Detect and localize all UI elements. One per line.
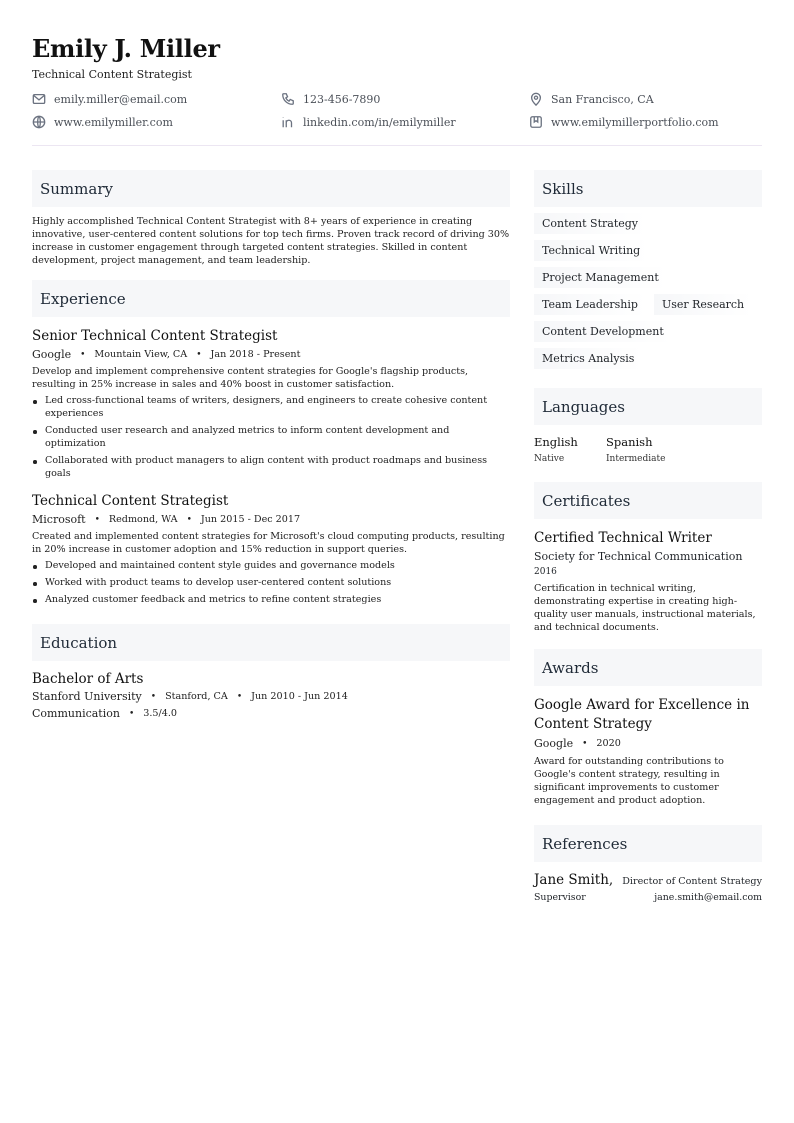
job-location: Mountain View, CA <box>94 349 188 360</box>
mail-icon <box>32 92 46 106</box>
language-level: Intermediate <box>606 454 666 464</box>
skill-tag: Content Strategy <box>534 213 646 234</box>
job-meta <box>32 348 510 361</box>
contact-location <box>529 92 654 106</box>
location-pin-icon <box>529 92 543 106</box>
skill-tag: Content Development <box>534 321 672 342</box>
references-heading: References <box>534 825 762 862</box>
education-field: Communication <box>32 707 120 720</box>
job-title: Senior Technical Content Strategist <box>32 328 278 344</box>
job-company: Microsoft <box>32 513 86 526</box>
linkedin-icon <box>281 115 295 129</box>
contact-website-text: www.emilymiller.com <box>54 115 173 129</box>
education-degree: Bachelor of Arts <box>32 671 144 687</box>
skill-tag: Project Management <box>534 267 667 288</box>
job-entry <box>32 492 510 606</box>
education-school: Stanford University <box>32 690 142 703</box>
education-heading: Education <box>32 624 510 661</box>
contact-linkedin[interactable] <box>281 115 456 129</box>
contact-linkedin-text: linkedin.com/in/emilymiller <box>303 115 456 129</box>
job-bullet: Led cross-functional teams of writers, designers, and engineers to create cohesive content experiences <box>32 394 510 420</box>
certificate-org: Society for Technical Communication <box>534 550 743 563</box>
candidate-title: Technical Content Strategist <box>32 68 192 81</box>
reference-relation: Supervisor <box>534 892 586 903</box>
reference-name: Jane Smith, <box>534 872 614 888</box>
experience-heading: Experience <box>32 280 510 317</box>
languages-heading: Languages <box>534 388 762 425</box>
separator-dot: • <box>582 738 588 749</box>
contact-portfolio-text: www.emilymillerportfolio.com <box>551 115 719 129</box>
language-name: Spanish <box>606 435 653 449</box>
separator-dot: • <box>150 691 157 702</box>
job-bullet: Conducted user research and analyzed metrics to inform content development and optimization <box>32 424 510 450</box>
contact-portfolio[interactable] <box>529 115 719 129</box>
skills-heading: Skills <box>534 170 762 207</box>
award-year: 2020 <box>596 738 621 749</box>
contact-phone-text: 123-456-7890 <box>303 92 381 106</box>
reference-email[interactable]: jane.smith@email.com <box>654 892 762 903</box>
job-dates: Jun 2015 - Dec 2017 <box>200 514 301 525</box>
job-bullet: Worked with product teams to develop user-centered content solutions <box>32 576 510 589</box>
languages-list <box>534 435 762 464</box>
separator-dot: • <box>80 349 86 360</box>
education-dates: Jun 2010 - Jun 2014 <box>251 691 348 702</box>
job-location: Redmond, WA <box>108 514 178 525</box>
skills-list <box>534 213 762 375</box>
globe-icon <box>32 115 46 129</box>
phone-icon <box>281 92 295 106</box>
contact-phone[interactable] <box>281 92 380 106</box>
job-bullets <box>32 559 510 606</box>
education-meta <box>32 690 510 703</box>
job-title: Technical Content Strategist <box>32 493 229 509</box>
job-bullet: Collaborated with product managers to align content with product roadmaps and business goals <box>32 454 510 480</box>
award-description: Award for outstanding contributions to Google's content strategy, resulting in significant improvements to customer engagement and product adoption. <box>534 756 724 806</box>
award-meta <box>534 737 762 750</box>
contact-location-text: San Francisco, CA <box>551 92 654 106</box>
education-location: Stanford, CA <box>165 691 228 702</box>
reference-row <box>534 872 762 888</box>
job-description: Develop and implement comprehensive content strategies for Google's flagship products, resulting in 25% increase in sales and 40% boost in customer satisfaction. <box>32 366 469 390</box>
job-bullet: Developed and maintained content style guides and governance models <box>32 559 510 572</box>
left-column <box>32 170 510 720</box>
job-dates: Jan 2018 - Present <box>210 349 301 360</box>
language-item <box>606 435 678 464</box>
job-entry <box>32 327 510 480</box>
summary-heading: Summary <box>32 170 510 207</box>
contact-email[interactable] <box>32 92 187 106</box>
certificates-heading: Certificates <box>534 482 762 519</box>
separator-dot: • <box>94 514 100 525</box>
contact-email-text: emily.miller@email.com <box>54 92 188 106</box>
skill-tag: User Research <box>654 294 752 315</box>
candidate-name: Emily J. Miller <box>32 34 220 63</box>
job-description: Created and implemented content strategies for Microsoft's cloud computing products, resulting in 20% increase in customer adoption and 15% reduction in support queries. <box>32 531 505 555</box>
skill-tag: Metrics Analysis <box>534 348 642 369</box>
certificate-year: 2016 <box>534 567 557 577</box>
job-bullet: Analyzed customer feedback and metrics to refine content strategies <box>32 593 510 606</box>
separator-dot: • <box>186 514 192 525</box>
language-level: Native <box>534 454 565 464</box>
certificate-description: Certification in technical writing, demonstrating expertise in creating high-quality user manuals, instructional materials, and technical documents. <box>534 583 756 633</box>
job-meta <box>32 513 510 526</box>
language-item <box>534 435 606 464</box>
separator-dot: • <box>128 708 135 719</box>
job-bullets <box>32 394 510 480</box>
portfolio-icon <box>529 115 543 129</box>
award-org: Google <box>534 737 574 750</box>
reference-position: Director of Content Strategy <box>622 876 762 887</box>
skill-tag: Technical Writing <box>534 240 648 261</box>
certificate-title: Certified Technical Writer <box>534 530 712 546</box>
reference-row-2 <box>534 892 762 903</box>
skill-tag: Team Leadership <box>534 294 646 315</box>
separator-dot: • <box>196 349 202 360</box>
education-meta-2 <box>32 707 510 720</box>
awards-heading: Awards <box>534 649 762 686</box>
job-company: Google <box>32 348 72 361</box>
header-divider <box>32 145 762 146</box>
contact-website[interactable] <box>32 115 173 129</box>
right-column <box>534 170 762 903</box>
education-gpa: 3.5/4.0 <box>143 708 178 719</box>
summary-text: Highly accomplished Technical Content Strategist with 8+ years of experience in creating innovative, user-centered content solutions for top tech firms. Proven track record of driving 30% increase in customer engagement through targeted content strategies. Skilled in content development, project management, and team leadership. <box>32 216 510 266</box>
award-title: Google Award for Excellence in Content Strategy <box>534 697 750 732</box>
language-name: English <box>534 435 578 449</box>
separator-dot: • <box>236 691 243 702</box>
